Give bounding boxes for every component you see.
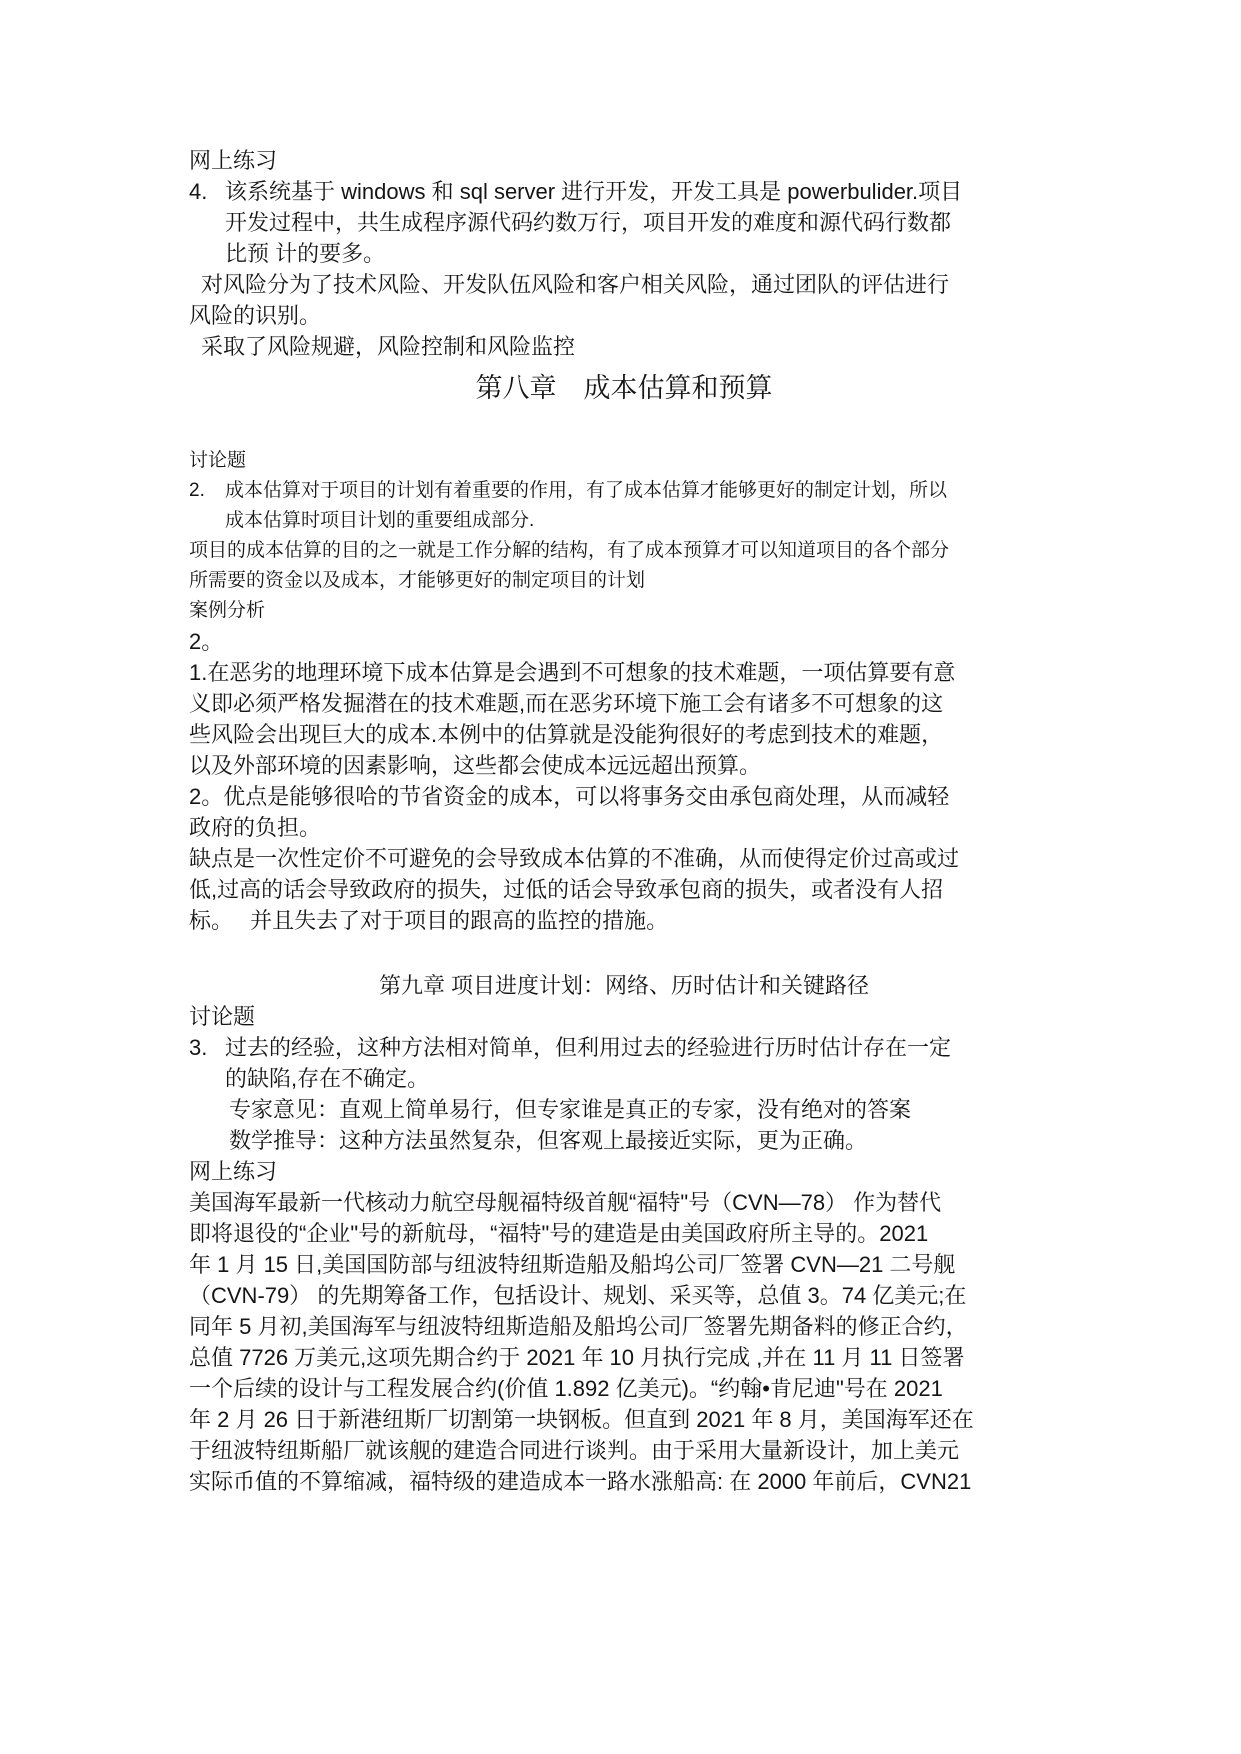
list-item-line: 成本估算对于项目的计划有着重要的作用，有了成本估算才能够更好的制定计划，所以 bbox=[225, 480, 948, 501]
paragraph-line: 实际币值的不算缩减，福特级的建造成本一路水涨船高: 在 2000 年前后，CVN21 bbox=[189, 1469, 972, 1494]
paragraph-line: 同年 5 月初,美国海军与纽波特纽斯造船及船坞公司厂签署先期备料的修正合约， bbox=[189, 1314, 968, 1339]
paragraph-line: 所需要的资金以及成本，才能够更好的制定项目的计划 bbox=[189, 570, 646, 591]
paragraph-line: （CVN-79） 的先期筹备工作，包括设计、规划、采买等，总值 3。74 亿美元;在 bbox=[189, 1283, 967, 1308]
paragraph-line: 2。优点是能够很哈的节省资金的成本，可以将事务交由承包商处理，从而减轻 bbox=[189, 784, 950, 809]
section-heading-discussion: 讨论题 bbox=[189, 1004, 256, 1029]
list-item-line: 的缺陷,存在不确定。 bbox=[225, 1066, 430, 1091]
paragraph-line: 即将退役的“企业"号的新航母，“福特"号的建造是由美国政府所主导的。2021 bbox=[189, 1221, 929, 1246]
list-number: 2. bbox=[189, 480, 205, 501]
list-item-line: 开发过程中，共生成程序源代码约数万行，项目开发的难度和源代码行数都 bbox=[225, 210, 952, 235]
case-number: 2。 bbox=[189, 629, 224, 654]
chapter-title-9: 第九章 项目进度计划：网络、历时估计和关键路径 bbox=[378, 973, 870, 998]
paragraph-line: 项目的成本估算的目的之一就是工作分解的结构，有了成本预算才可以知道项目的各个部分 bbox=[189, 540, 950, 561]
list-item-line: 过去的经验，这种方法相对简单，但利用过去的经验进行历时估计存在一定 bbox=[225, 1035, 952, 1060]
list-item-line: 比预 计的要多。 bbox=[225, 241, 386, 266]
paragraph-line: 美国海军最新一代核动力航空母舰福特级首舰“福特"号（CVN—78） 作为替代 bbox=[189, 1190, 942, 1215]
paragraph-line: 对风险分为了技术风险、开发队伍风险和客户相关风险，通过团队的评估进行 bbox=[201, 272, 950, 297]
paragraph-line-expert-opinion: 专家意见：直观上简单易行，但专家谁是真正的专家，没有绝对的答案 bbox=[229, 1097, 912, 1122]
section-heading-online-practice: 网上练习 bbox=[189, 148, 278, 173]
list-item-line: 成本估算时项目计划的重要组成部分. bbox=[225, 510, 535, 531]
paragraph-line: 于纽波特纽斯船厂就该舰的建造合同进行谈判。由于采用大量新设计，加上美元 bbox=[189, 1438, 960, 1463]
paragraph-line: 义即必须严格发掘潜在的技术难题,而在恶劣环境下施工会有诸多不可想象的这 bbox=[189, 691, 944, 716]
paragraph-line: 1.在恶劣的地理环境下成本估算是会遇到不可想象的技术难题，一项估算要有意 bbox=[189, 660, 956, 685]
chapter-title-8: 第八章 成本估算和预算 bbox=[475, 373, 773, 403]
list-item-2 bbox=[189, 476, 1059, 536]
paragraph-line: 政府的负担。 bbox=[189, 815, 322, 840]
list-number: 3. bbox=[189, 1035, 208, 1060]
paragraph-line: 些风险会出现巨大的成本.本例中的估算就是没能狗很好的考虑到技术的难题， bbox=[189, 722, 944, 747]
paragraph-line: 风险的识别。 bbox=[189, 303, 322, 328]
list-number: 4. bbox=[189, 179, 208, 204]
list-item-4 bbox=[189, 176, 1059, 269]
paragraph-line: 以及外部环境的因素影响，这些都会使成本远远超出预算。 bbox=[189, 753, 762, 778]
paragraph-line: 缺点是一次性定价不可避免的会导致成本估算的不准确，从而使得定价过高或过 bbox=[189, 846, 960, 871]
section-heading-discussion: 讨论题 bbox=[189, 450, 247, 471]
paragraph-line: 一个后续的设计与工程发展合约(价值 1.892 亿美元)。“约翰•肯尼迪"号在 2021 bbox=[189, 1376, 943, 1401]
document-body bbox=[189, 145, 1059, 1497]
paragraph-line: 年 1 月 15 日,美国国防部与纽波特纽斯造船及船坞公司厂签署 CVN—21 二号舰 bbox=[189, 1252, 956, 1277]
section-heading-online-practice: 网上练习 bbox=[189, 1159, 278, 1184]
list-item-3 bbox=[189, 1032, 1059, 1094]
paragraph-line-math-derivation: 数学推导：这种方法虽然复杂，但客观上最接近实际，更为正确。 bbox=[229, 1128, 868, 1153]
paragraph-line: 年 2 月 26 日于新港纽斯厂切割第一块钢板。但直到 2021 年 8 月，美国海军还在 bbox=[189, 1407, 974, 1432]
paragraph-line: 标。 并且失去了对于项目的跟高的监控的措施。 bbox=[189, 908, 669, 933]
section-heading-case-analysis: 案例分析 bbox=[189, 600, 266, 621]
list-item-line: 该系统基于 windows 和 sql server 进行开发，开发工具是 powerbulider.项目 bbox=[225, 179, 963, 204]
paragraph-line: 总值 7726 万美元,这项先期合约于 2021 年 10 月执行完成 ,并在 11 月 11 日签署 bbox=[189, 1345, 965, 1370]
paragraph-line: 采取了风险规避，风险控制和风险监控 bbox=[201, 334, 576, 359]
paragraph-line: 低,过高的话会导致政府的损失，过低的话会导致承包商的损失，或者没有人招 bbox=[189, 877, 944, 902]
